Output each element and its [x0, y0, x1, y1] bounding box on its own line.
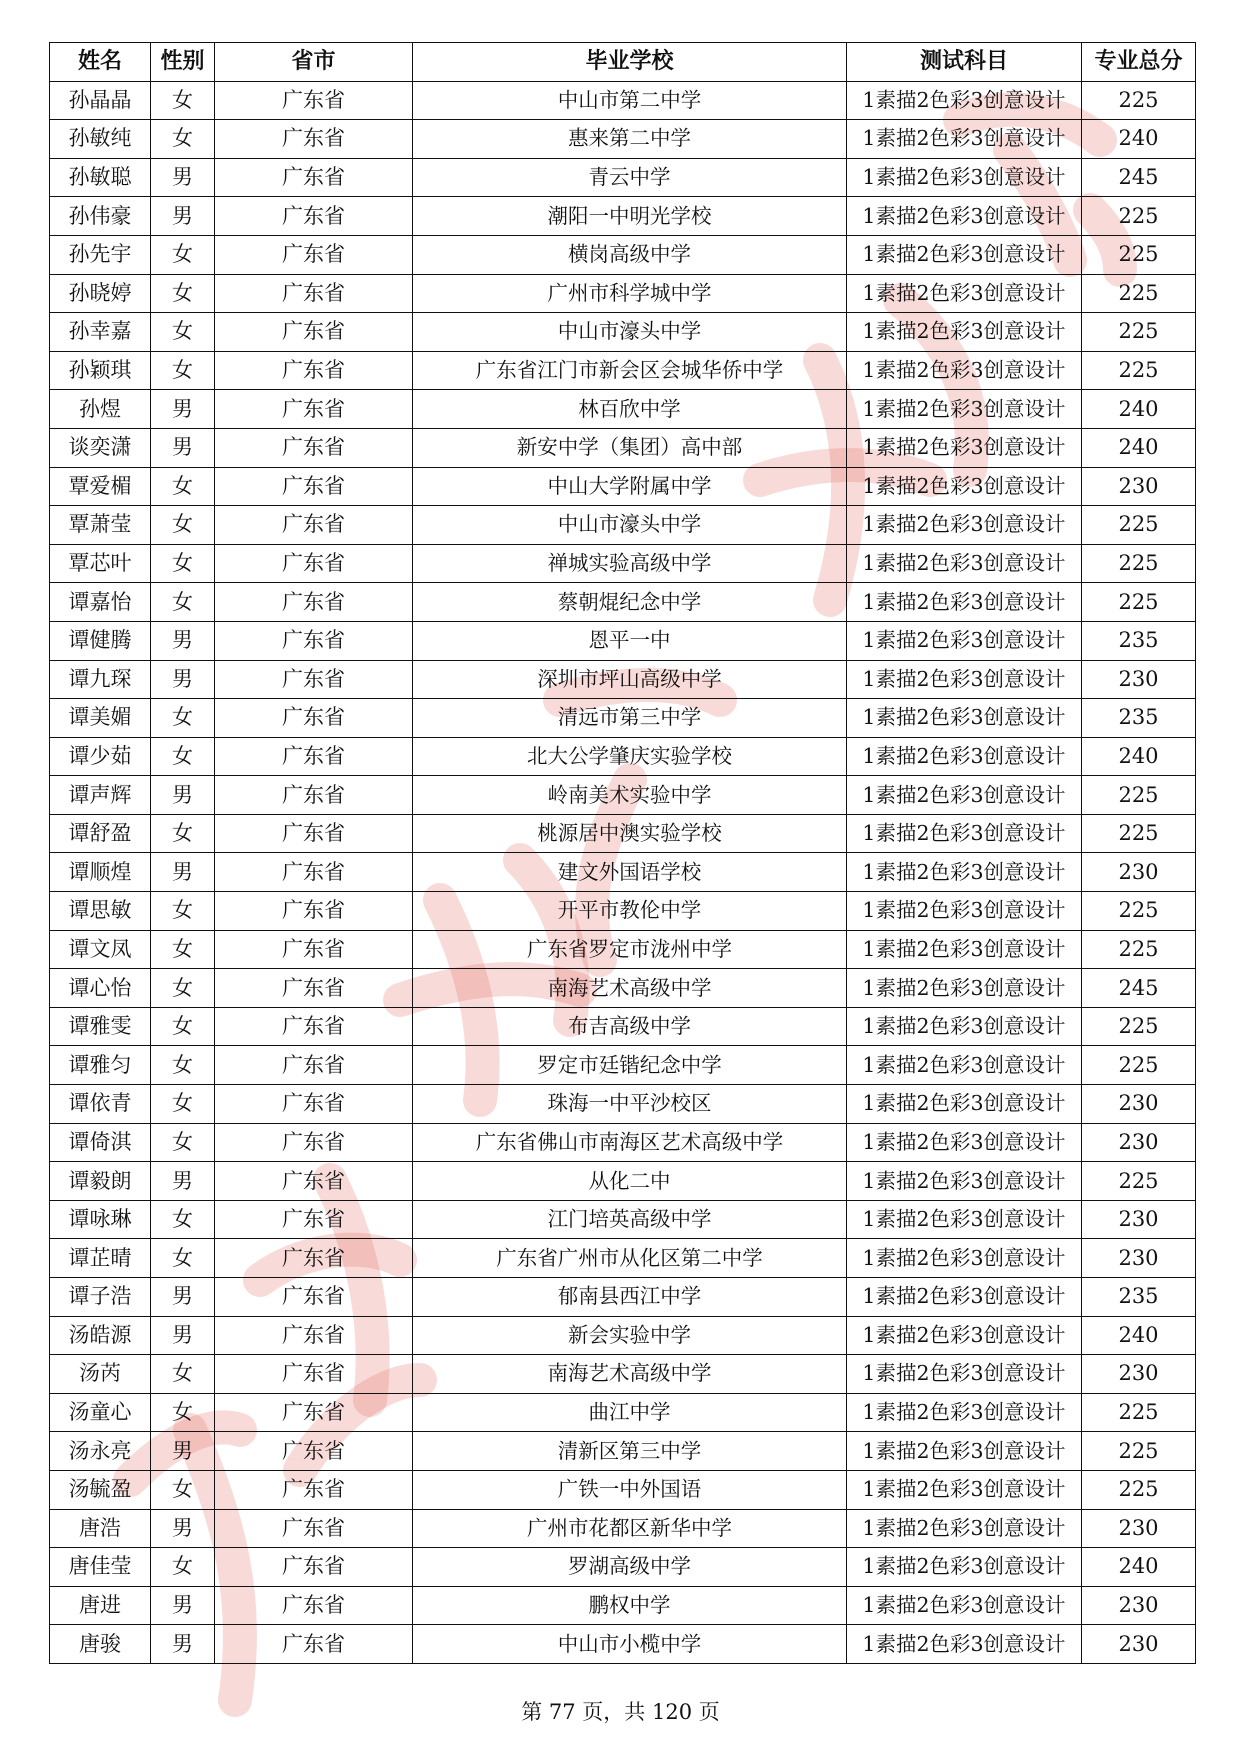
cell-total-score: 230	[1082, 467, 1196, 506]
table-row	[50, 1470, 1196, 1509]
cell-province: 广东省	[215, 660, 413, 699]
table-row	[50, 583, 1196, 622]
cell-province: 广东省	[215, 1123, 413, 1162]
cell-name: 谭健腾	[50, 621, 151, 660]
header-name: 姓名	[50, 43, 151, 82]
cell-province: 广东省	[215, 621, 413, 660]
table-row	[50, 1162, 1196, 1201]
cell-total-score: 230	[1082, 853, 1196, 892]
cell-province: 广东省	[215, 428, 413, 467]
cell-subjects: 1素描2色彩3创意设计	[847, 1393, 1082, 1432]
cell-total-score: 230	[1082, 1586, 1196, 1625]
header-province: 省市	[215, 43, 413, 82]
cell-school: 珠海一中平沙校区	[413, 1085, 847, 1124]
cell-gender: 女	[151, 506, 215, 545]
cell-total-score: 225	[1082, 583, 1196, 622]
cell-gender: 女	[151, 1200, 215, 1239]
page-footer: 第 77 页，共 120 页	[521, 1700, 720, 1724]
cell-province: 广东省	[215, 853, 413, 892]
cell-name: 唐骏	[50, 1625, 151, 1664]
cell-gender: 男	[151, 1509, 215, 1548]
cell-school: 惠来第二中学	[413, 120, 847, 159]
cell-school: 曲江中学	[413, 1393, 847, 1432]
cell-total-score: 225	[1082, 274, 1196, 313]
cell-school: 中山市第二中学	[413, 81, 847, 120]
cell-name: 唐浩	[50, 1509, 151, 1548]
table-row	[50, 313, 1196, 352]
cell-subjects: 1素描2色彩3创意设计	[847, 699, 1082, 738]
cell-name: 谭毅朗	[50, 1162, 151, 1201]
cell-name: 谭美媚	[50, 699, 151, 738]
cell-school: 林百欣中学	[413, 390, 847, 429]
cell-province: 广东省	[215, 235, 413, 274]
table-row	[50, 660, 1196, 699]
table-row	[50, 1007, 1196, 1046]
cell-province: 广东省	[215, 1316, 413, 1355]
cell-province: 广东省	[215, 1509, 413, 1548]
cell-gender: 女	[151, 583, 215, 622]
table-row	[50, 428, 1196, 467]
table-row	[50, 1123, 1196, 1162]
cell-subjects: 1素描2色彩3创意设计	[847, 506, 1082, 545]
table-row	[50, 1393, 1196, 1432]
cell-province: 广东省	[215, 737, 413, 776]
cell-province: 广东省	[215, 120, 413, 159]
table-row	[50, 621, 1196, 660]
cell-school: 禅城实验高级中学	[413, 544, 847, 583]
cell-subjects: 1素描2色彩3创意设计	[847, 776, 1082, 815]
cell-school: 广州市科学城中学	[413, 274, 847, 313]
cell-province: 广东省	[215, 1355, 413, 1394]
cell-school: 南海艺术高级中学	[413, 969, 847, 1008]
cell-school: 建文外国语学校	[413, 853, 847, 892]
header-school: 毕业学校	[413, 43, 847, 82]
cell-total-score: 225	[1082, 892, 1196, 931]
cell-name: 唐进	[50, 1586, 151, 1625]
table-row	[50, 390, 1196, 429]
cell-school: 南海艺术高级中学	[413, 1355, 847, 1394]
cell-school: 青云中学	[413, 158, 847, 197]
cell-school: 从化二中	[413, 1162, 847, 1201]
cell-province: 广东省	[215, 506, 413, 545]
cell-province: 广东省	[215, 814, 413, 853]
cell-total-score: 225	[1082, 197, 1196, 236]
cell-gender: 女	[151, 467, 215, 506]
cell-subjects: 1素描2色彩3创意设计	[847, 428, 1082, 467]
cell-total-score: 225	[1082, 1046, 1196, 1085]
cell-school: 新安中学（集团）高中部	[413, 428, 847, 467]
cell-total-score: 225	[1082, 1432, 1196, 1471]
cell-subjects: 1素描2色彩3创意设计	[847, 737, 1082, 776]
cell-gender: 女	[151, 737, 215, 776]
cell-subjects: 1素描2色彩3创意设计	[847, 351, 1082, 390]
cell-total-score: 225	[1082, 235, 1196, 274]
cell-name: 孙先宇	[50, 235, 151, 274]
cell-school: 中山市濠头中学	[413, 313, 847, 352]
cell-name: 唐佳莹	[50, 1548, 151, 1587]
table-row	[50, 814, 1196, 853]
cell-total-score: 225	[1082, 930, 1196, 969]
cell-school: 江门培英高级中学	[413, 1200, 847, 1239]
cell-name: 谭心怡	[50, 969, 151, 1008]
cell-gender: 女	[151, 274, 215, 313]
cell-subjects: 1素描2色彩3创意设计	[847, 274, 1082, 313]
cell-name: 孙幸嘉	[50, 313, 151, 352]
cell-gender: 女	[151, 1007, 215, 1046]
cell-total-score: 225	[1082, 506, 1196, 545]
cell-gender: 男	[151, 776, 215, 815]
cell-subjects: 1素描2色彩3创意设计	[847, 1625, 1082, 1664]
cell-name: 汤芮	[50, 1355, 151, 1394]
table-row	[50, 544, 1196, 583]
cell-gender: 女	[151, 814, 215, 853]
table-row	[50, 235, 1196, 274]
cell-gender: 女	[151, 235, 215, 274]
cell-total-score: 235	[1082, 1278, 1196, 1317]
table-header-row	[50, 43, 1196, 82]
table-row	[50, 1046, 1196, 1085]
cell-province: 广东省	[215, 1162, 413, 1201]
cell-subjects: 1素描2色彩3创意设计	[847, 930, 1082, 969]
cell-total-score: 235	[1082, 699, 1196, 738]
cell-province: 广东省	[215, 1393, 413, 1432]
cell-subjects: 1素描2色彩3创意设计	[847, 1046, 1082, 1085]
cell-school: 罗湖高级中学	[413, 1548, 847, 1587]
cell-subjects: 1素描2色彩3创意设计	[847, 1162, 1082, 1201]
cell-subjects: 1素描2色彩3创意设计	[847, 235, 1082, 274]
cell-subjects: 1素描2色彩3创意设计	[847, 1432, 1082, 1471]
cell-name: 谭声辉	[50, 776, 151, 815]
cell-school: 广东省佛山市南海区艺术高级中学	[413, 1123, 847, 1162]
cell-subjects: 1素描2色彩3创意设计	[847, 1123, 1082, 1162]
cell-school: 罗定市廷锴纪念中学	[413, 1046, 847, 1085]
cell-total-score: 240	[1082, 390, 1196, 429]
cell-province: 广东省	[215, 1239, 413, 1278]
cell-total-score: 230	[1082, 1239, 1196, 1278]
cell-total-score: 245	[1082, 969, 1196, 1008]
cell-subjects: 1素描2色彩3创意设计	[847, 390, 1082, 429]
cell-school: 广东省江门市新会区会城华侨中学	[413, 351, 847, 390]
cell-subjects: 1素描2色彩3创意设计	[847, 313, 1082, 352]
cell-school: 布吉高级中学	[413, 1007, 847, 1046]
cell-province: 广东省	[215, 1200, 413, 1239]
cell-subjects: 1素描2色彩3创意设计	[847, 158, 1082, 197]
cell-gender: 男	[151, 428, 215, 467]
cell-school: 广东省罗定市泷州中学	[413, 930, 847, 969]
cell-gender: 女	[151, 313, 215, 352]
cell-gender: 女	[151, 1239, 215, 1278]
cell-province: 广东省	[215, 81, 413, 120]
cell-gender: 男	[151, 621, 215, 660]
cell-name: 覃萧莹	[50, 506, 151, 545]
table-row	[50, 1355, 1196, 1394]
cell-total-score: 230	[1082, 1355, 1196, 1394]
table-row	[50, 1200, 1196, 1239]
cell-total-score: 245	[1082, 158, 1196, 197]
cell-total-score: 235	[1082, 621, 1196, 660]
cell-subjects: 1素描2色彩3创意设计	[847, 1470, 1082, 1509]
cell-school: 横岗高级中学	[413, 235, 847, 274]
cell-subjects: 1素描2色彩3创意设计	[847, 544, 1082, 583]
cell-name: 谈奕潇	[50, 428, 151, 467]
cell-gender: 男	[151, 1432, 215, 1471]
table-row	[50, 1239, 1196, 1278]
cell-gender: 男	[151, 1625, 215, 1664]
cell-province: 广东省	[215, 930, 413, 969]
cell-subjects: 1素描2色彩3创意设计	[847, 1509, 1082, 1548]
cell-name: 谭依青	[50, 1085, 151, 1124]
cell-name: 孙晓婷	[50, 274, 151, 313]
table-row	[50, 1432, 1196, 1471]
cell-province: 广东省	[215, 313, 413, 352]
cell-gender: 男	[151, 1278, 215, 1317]
table-row	[50, 1625, 1196, 1664]
cell-total-score: 240	[1082, 428, 1196, 467]
cell-gender: 男	[151, 1586, 215, 1625]
cell-school: 清远市第三中学	[413, 699, 847, 738]
cell-school: 广东省广州市从化区第二中学	[413, 1239, 847, 1278]
cell-province: 广东省	[215, 467, 413, 506]
cell-gender: 女	[151, 969, 215, 1008]
cell-name: 孙敏聪	[50, 158, 151, 197]
cell-province: 广东省	[215, 1007, 413, 1046]
table-row	[50, 1278, 1196, 1317]
cell-subjects: 1素描2色彩3创意设计	[847, 660, 1082, 699]
cell-total-score: 240	[1082, 1548, 1196, 1587]
cell-name: 谭雅雯	[50, 1007, 151, 1046]
header-subjects: 测试科目	[847, 43, 1082, 82]
table-row	[50, 737, 1196, 776]
cell-school: 中山大学附属中学	[413, 467, 847, 506]
cell-total-score: 240	[1082, 737, 1196, 776]
cell-total-score: 230	[1082, 1123, 1196, 1162]
cell-name: 孙敏纯	[50, 120, 151, 159]
cell-name: 孙颖琪	[50, 351, 151, 390]
cell-total-score: 225	[1082, 776, 1196, 815]
cell-school: 中山市小榄中学	[413, 1625, 847, 1664]
cell-province: 广东省	[215, 1046, 413, 1085]
cell-gender: 女	[151, 1123, 215, 1162]
cell-name: 孙煜	[50, 390, 151, 429]
cell-gender: 女	[151, 1355, 215, 1394]
cell-gender: 男	[151, 158, 215, 197]
cell-subjects: 1素描2色彩3创意设计	[847, 197, 1082, 236]
table-row	[50, 1586, 1196, 1625]
table-row	[50, 120, 1196, 159]
cell-total-score: 230	[1082, 1085, 1196, 1124]
cell-school: 中山市濠头中学	[413, 506, 847, 545]
cell-province: 广东省	[215, 544, 413, 583]
cell-gender: 男	[151, 197, 215, 236]
cell-province: 广东省	[215, 1470, 413, 1509]
table-row	[50, 1548, 1196, 1587]
cell-gender: 女	[151, 699, 215, 738]
table-row	[50, 776, 1196, 815]
table-row	[50, 699, 1196, 738]
table-row	[50, 351, 1196, 390]
cell-province: 广东省	[215, 1586, 413, 1625]
cell-gender: 女	[151, 81, 215, 120]
cell-school: 深圳市坪山高级中学	[413, 660, 847, 699]
cell-school: 清新区第三中学	[413, 1432, 847, 1471]
cell-province: 广东省	[215, 776, 413, 815]
cell-name: 谭顺煌	[50, 853, 151, 892]
cell-gender: 女	[151, 1046, 215, 1085]
cell-gender: 女	[151, 1085, 215, 1124]
cell-total-score: 230	[1082, 1509, 1196, 1548]
cell-total-score: 230	[1082, 1625, 1196, 1664]
cell-total-score: 225	[1082, 814, 1196, 853]
cell-name: 谭倚淇	[50, 1123, 151, 1162]
cell-school: 蔡朝焜纪念中学	[413, 583, 847, 622]
cell-name: 汤永亮	[50, 1432, 151, 1471]
cell-name: 覃爱楣	[50, 467, 151, 506]
cell-name: 谭舒盈	[50, 814, 151, 853]
cell-subjects: 1素描2色彩3创意设计	[847, 120, 1082, 159]
cell-subjects: 1素描2色彩3创意设计	[847, 892, 1082, 931]
cell-gender: 女	[151, 1548, 215, 1587]
cell-total-score: 225	[1082, 351, 1196, 390]
cell-subjects: 1素描2色彩3创意设计	[847, 1239, 1082, 1278]
cell-province: 广东省	[215, 158, 413, 197]
cell-subjects: 1素描2色彩3创意设计	[847, 1316, 1082, 1355]
cell-name: 汤皓源	[50, 1316, 151, 1355]
cell-province: 广东省	[215, 699, 413, 738]
cell-gender: 男	[151, 660, 215, 699]
cell-subjects: 1素描2色彩3创意设计	[847, 814, 1082, 853]
table-row	[50, 930, 1196, 969]
cell-total-score: 225	[1082, 1007, 1196, 1046]
cell-school: 广州市花都区新华中学	[413, 1509, 847, 1548]
cell-subjects: 1素描2色彩3创意设计	[847, 1007, 1082, 1046]
cell-name: 谭雅匀	[50, 1046, 151, 1085]
cell-province: 广东省	[215, 969, 413, 1008]
cell-subjects: 1素描2色彩3创意设计	[847, 81, 1082, 120]
cell-name: 孙晶晶	[50, 81, 151, 120]
cell-name: 谭九琛	[50, 660, 151, 699]
cell-subjects: 1素描2色彩3创意设计	[847, 1548, 1082, 1587]
table-row	[50, 274, 1196, 313]
cell-school: 开平市教伦中学	[413, 892, 847, 931]
table-row	[50, 853, 1196, 892]
cell-subjects: 1素描2色彩3创意设计	[847, 621, 1082, 660]
cell-school: 北大公学肇庆实验学校	[413, 737, 847, 776]
cell-total-score: 240	[1082, 1316, 1196, 1355]
table-row	[50, 969, 1196, 1008]
cell-name: 谭文凤	[50, 930, 151, 969]
cell-province: 广东省	[215, 351, 413, 390]
cell-name: 孙伟豪	[50, 197, 151, 236]
cell-name: 汤童心	[50, 1393, 151, 1432]
cell-subjects: 1素描2色彩3创意设计	[847, 583, 1082, 622]
cell-name: 谭咏琳	[50, 1200, 151, 1239]
cell-subjects: 1素描2色彩3创意设计	[847, 1355, 1082, 1394]
cell-total-score: 225	[1082, 81, 1196, 120]
table-row	[50, 197, 1196, 236]
cell-total-score: 225	[1082, 313, 1196, 352]
cell-subjects: 1素描2色彩3创意设计	[847, 969, 1082, 1008]
cell-name: 谭少茹	[50, 737, 151, 776]
results-table	[49, 42, 1196, 1664]
table-row	[50, 467, 1196, 506]
header-total-score: 专业总分	[1082, 43, 1196, 82]
cell-gender: 女	[151, 120, 215, 159]
table-row	[50, 81, 1196, 120]
cell-school: 桃源居中澳实验学校	[413, 814, 847, 853]
table-row	[50, 1085, 1196, 1124]
header-gender: 性别	[151, 43, 215, 82]
cell-total-score: 225	[1082, 544, 1196, 583]
cell-school: 广铁一中外国语	[413, 1470, 847, 1509]
cell-school: 新会实验中学	[413, 1316, 847, 1355]
table-row	[50, 158, 1196, 197]
cell-subjects: 1素描2色彩3创意设计	[847, 853, 1082, 892]
cell-total-score: 230	[1082, 1200, 1196, 1239]
table-row	[50, 506, 1196, 545]
cell-name: 汤毓盈	[50, 1470, 151, 1509]
cell-province: 广东省	[215, 274, 413, 313]
cell-gender: 女	[151, 1393, 215, 1432]
cell-gender: 女	[151, 892, 215, 931]
cell-province: 广东省	[215, 1085, 413, 1124]
cell-total-score: 240	[1082, 120, 1196, 159]
cell-name: 谭思敏	[50, 892, 151, 931]
cell-subjects: 1素描2色彩3创意设计	[847, 1200, 1082, 1239]
cell-gender: 男	[151, 390, 215, 429]
cell-name: 覃芯叶	[50, 544, 151, 583]
cell-total-score: 230	[1082, 660, 1196, 699]
cell-subjects: 1素描2色彩3创意设计	[847, 1085, 1082, 1124]
cell-gender: 女	[151, 544, 215, 583]
cell-province: 广东省	[215, 1548, 413, 1587]
cell-province: 广东省	[215, 1432, 413, 1471]
table-row	[50, 892, 1196, 931]
cell-gender: 女	[151, 1470, 215, 1509]
cell-school: 潮阳一中明光学校	[413, 197, 847, 236]
cell-subjects: 1素描2色彩3创意设计	[847, 1586, 1082, 1625]
cell-province: 广东省	[215, 1625, 413, 1664]
cell-province: 广东省	[215, 583, 413, 622]
table-row	[50, 1509, 1196, 1548]
cell-province: 广东省	[215, 197, 413, 236]
cell-name: 谭嘉怡	[50, 583, 151, 622]
cell-province: 广东省	[215, 390, 413, 429]
cell-school: 恩平一中	[413, 621, 847, 660]
cell-school: 岭南美术实验中学	[413, 776, 847, 815]
cell-name: 谭子浩	[50, 1278, 151, 1317]
cell-total-score: 225	[1082, 1393, 1196, 1432]
cell-gender: 女	[151, 351, 215, 390]
cell-school: 鹏权中学	[413, 1586, 847, 1625]
cell-gender: 男	[151, 853, 215, 892]
table-row	[50, 1316, 1196, 1355]
cell-gender: 男	[151, 1316, 215, 1355]
cell-province: 广东省	[215, 1278, 413, 1317]
cell-total-score: 225	[1082, 1162, 1196, 1201]
cell-total-score: 225	[1082, 1470, 1196, 1509]
cell-gender: 男	[151, 1162, 215, 1201]
cell-subjects: 1素描2色彩3创意设计	[847, 1278, 1082, 1317]
cell-province: 广东省	[215, 892, 413, 931]
cell-school: 郁南县西江中学	[413, 1278, 847, 1317]
cell-subjects: 1素描2色彩3创意设计	[847, 467, 1082, 506]
cell-name: 谭芷晴	[50, 1239, 151, 1278]
cell-gender: 女	[151, 930, 215, 969]
